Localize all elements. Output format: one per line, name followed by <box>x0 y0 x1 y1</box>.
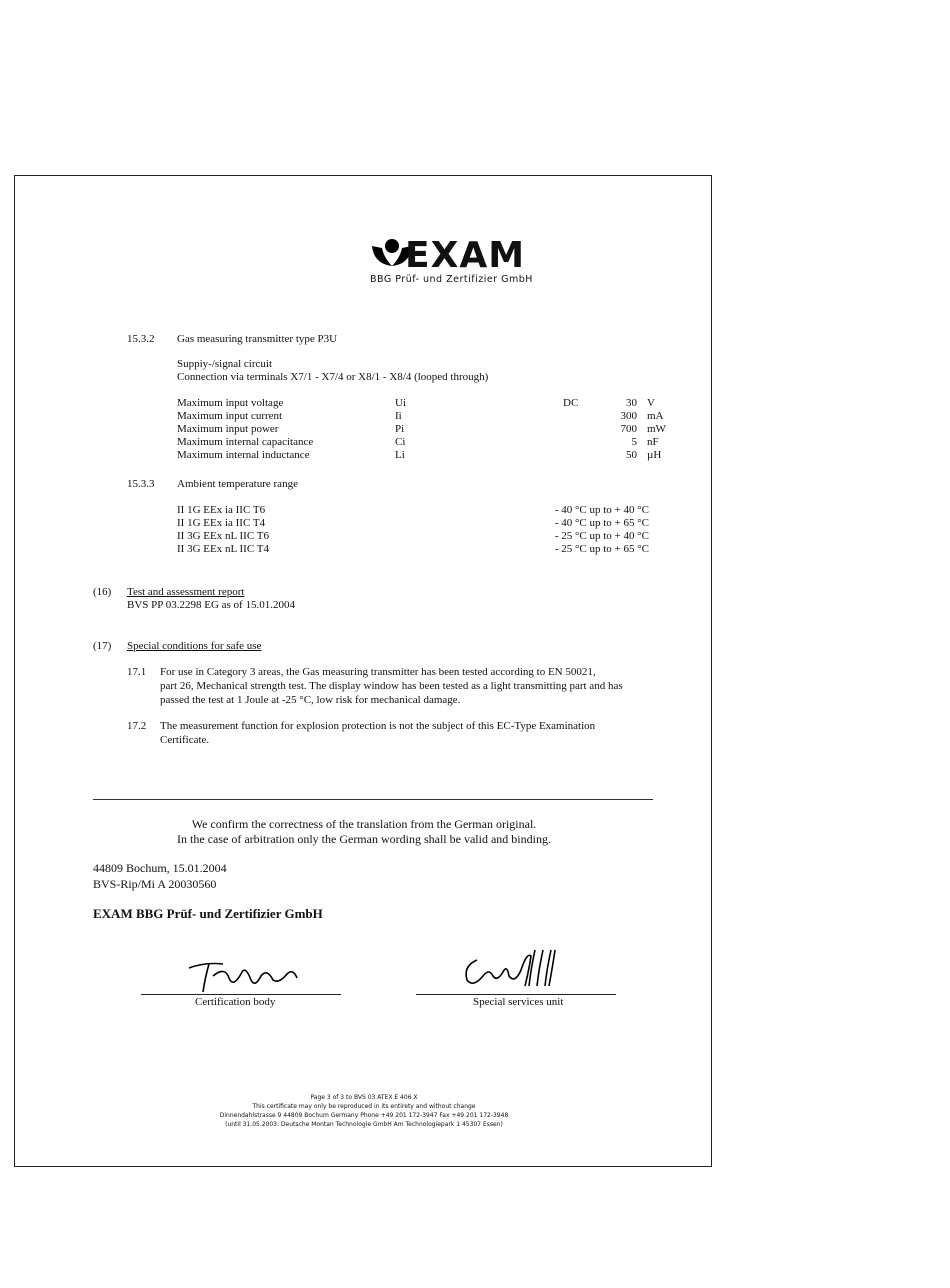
section-number: 15.3.3 <box>127 478 155 490</box>
connection-text: Connection via terminals X7/1 - X7/4 or X8/1 - X8/4 (looped through) <box>177 371 489 383</box>
param-row <box>177 449 667 462</box>
param-label: Maximum input power <box>177 423 279 435</box>
condition-text-line: For use in Category 3 areas, the Gas measuring transmitter has been tested according to EN 50021, <box>160 666 596 678</box>
section-title: Gas measuring transmitter type P3U <box>177 333 338 345</box>
logo-wordmark: EXAM <box>405 235 526 276</box>
place-date: 44809 Bochum, 15.01.2004 <box>93 861 227 875</box>
param-label: Maximum input voltage <box>177 397 284 409</box>
section-title: Special conditions for safe use <box>127 640 262 652</box>
param-row <box>177 397 667 410</box>
param-row <box>177 410 667 423</box>
param-label: Maximum internal capacitance <box>177 436 314 448</box>
temperature-row <box>177 504 667 517</box>
param-symbol: Ui <box>395 397 406 409</box>
circuit-label: Suppiy-/signal circuit <box>177 358 273 370</box>
signature-right-icon <box>459 946 579 996</box>
param-unit: mA <box>647 410 664 422</box>
temperature-range: - 40 °C up to + 40 °C <box>554 504 649 516</box>
param-label: Maximum internal inductance <box>177 449 310 461</box>
condition-text-line: The measurement function for explosion protection is not the subject of this EC-Type Examination <box>160 720 596 732</box>
confirmation-line: In the case of arbitration only the German wording shall be valid and binding. <box>177 832 551 846</box>
param-value: 30 <box>626 397 637 409</box>
param-value: 300 <box>620 410 637 422</box>
section-number: (16) <box>93 586 112 598</box>
temperature-label: II 1G EEx ia IIC T4 <box>177 517 266 529</box>
condition-number: 17.1 <box>127 666 147 678</box>
param-value: 50 <box>626 449 637 461</box>
temperature-label: II 3G EEx nL IIC T6 <box>177 530 269 542</box>
company-name: EXAM BBG Prüf- und Zertifizier GmbH <box>93 906 323 921</box>
reference-code: BVS-Rip/Mi A 20030560 <box>93 877 217 891</box>
condition-text-line: part 26, Mechanical strength test. The display window has been tested as a light transmitting part and has <box>160 680 623 692</box>
param-symbol: Ii <box>395 410 402 422</box>
signature-label-right: Special services unit <box>473 996 564 1008</box>
temperature-range: - 25 °C up to + 40 °C <box>554 530 649 542</box>
param-value: 700 <box>620 423 637 435</box>
param-symbol: Li <box>395 449 405 461</box>
param-row <box>177 423 667 436</box>
temperature-row <box>177 530 667 543</box>
signature-line-left <box>141 994 341 995</box>
signature-left-icon <box>185 954 315 996</box>
divider <box>93 799 653 800</box>
param-unit: µH <box>647 449 662 461</box>
logo-subtitle: BBG Prüf- und Zertifizier GmbH <box>370 274 533 285</box>
section-number: (17) <box>93 640 112 652</box>
param-unit: mW <box>647 423 666 435</box>
condition-text-line: passed the test at 1 Joule at -25 °C, low risk for mechanical damage. <box>160 694 461 706</box>
footer-line: (until 31.05.2003: Deutsche Montan Technologie GmbH Am Technologiepark 1 45307 Essen) <box>225 1121 503 1128</box>
temperature-row <box>177 517 667 530</box>
param-unit: V <box>647 397 655 409</box>
section-title: Ambient temperature range <box>177 478 298 490</box>
signature-line-right <box>416 994 616 995</box>
param-symbol: Ci <box>395 436 406 448</box>
param-row <box>177 436 667 449</box>
temperature-label: II 1G EEx ia IIC T6 <box>177 504 266 516</box>
report-reference: BVS PP 03.2298 EG as of 15.01.2004 <box>127 599 295 611</box>
param-prefix: DC <box>563 397 579 409</box>
temperature-label: II 3G EEx nL IIC T4 <box>177 543 269 555</box>
param-unit: nF <box>647 436 659 448</box>
section-title: Test and assessment report <box>127 586 245 598</box>
signature-label-left: Certification body <box>195 996 276 1008</box>
certificate-page <box>14 175 712 1167</box>
temperature-range: - 40 °C up to + 65 °C <box>554 517 649 529</box>
param-label: Maximum input current <box>177 410 283 422</box>
footer-line: Dinnendahlstrasse 9 44809 Bochum Germany Phone +49 201 172-3947 Fax +49 201 172-3948 <box>219 1112 509 1119</box>
condition-text-line: Certificate. <box>160 734 210 746</box>
footer-line: This certificate may only be reproduced in its entirety and without change <box>252 1103 476 1110</box>
param-symbol: Pi <box>395 423 405 435</box>
param-value: 5 <box>631 436 637 448</box>
temperature-row <box>177 543 667 556</box>
confirmation-line: We confirm the correctness of the translation from the German original. <box>191 817 537 831</box>
temperature-range: - 25 °C up to + 65 °C <box>554 543 649 555</box>
footer-line: Page 3 of 3 to BVS 03 ATEX E 406 X <box>310 1094 418 1101</box>
condition-number: 17.2 <box>127 720 147 732</box>
section-number: 15.3.2 <box>127 333 155 345</box>
